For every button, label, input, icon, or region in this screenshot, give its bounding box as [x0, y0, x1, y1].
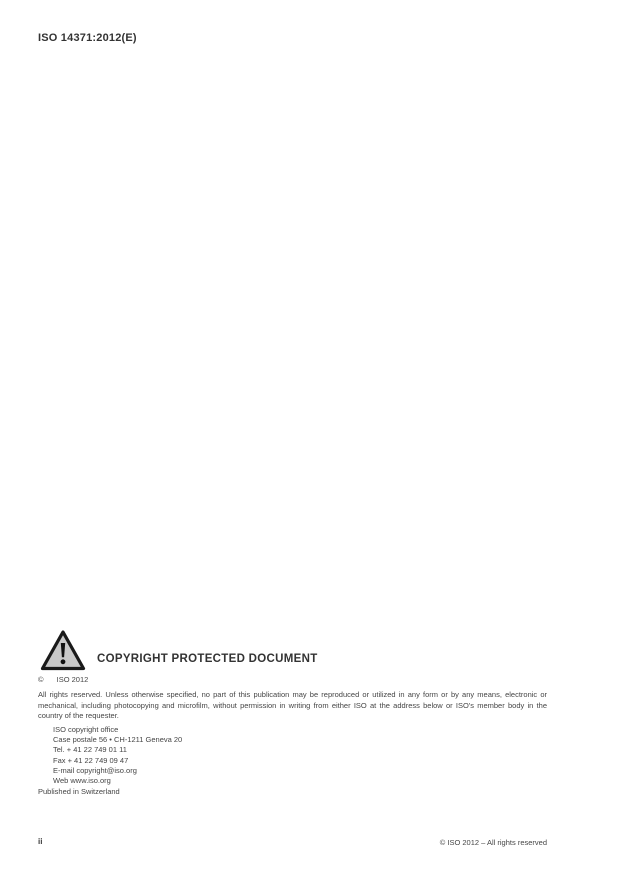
address-line-postal: Case postale 56 • CH-1211 Geneva 20 [53, 735, 183, 745]
address-line-web: Web www.iso.org [53, 776, 111, 786]
address-line-email: E-mail copyright@iso.org [53, 765, 137, 775]
copyright-protected-heading: COPYRIGHT PROTECTED DOCUMENT [97, 653, 318, 665]
copyright-year-line [38, 675, 88, 684]
address-line-office: ISO copyright office [53, 725, 119, 734]
warning-triangle-icon [39, 628, 87, 673]
page-number: ii [38, 837, 43, 846]
footer-copyright-notice: © ISO 2012 – All rights reserved [439, 838, 547, 847]
document-designation: ISO 14371:2012(E) [38, 32, 137, 44]
copyright-owner: ISO 2012 [56, 675, 89, 684]
address-line-tel: Tel. + 41 22 749 01 11 [53, 745, 127, 755]
copyright-symbol: © [38, 675, 44, 684]
rights-reserved-paragraph: All rights reserved. Unless otherwise specified, no part of this publication may be reproduced or utilized in any form or by any means, electronic or mechanical, including photocopying and microfilm, without permission in writing from either ISO at the address below or ISO's member body in the country of the requester. [38, 690, 547, 720]
iso-address-block [53, 725, 182, 786]
address-line-fax: Fax + 41 22 749 09 47 [53, 755, 129, 765]
published-in-line: Published in Switzerland [38, 787, 120, 796]
